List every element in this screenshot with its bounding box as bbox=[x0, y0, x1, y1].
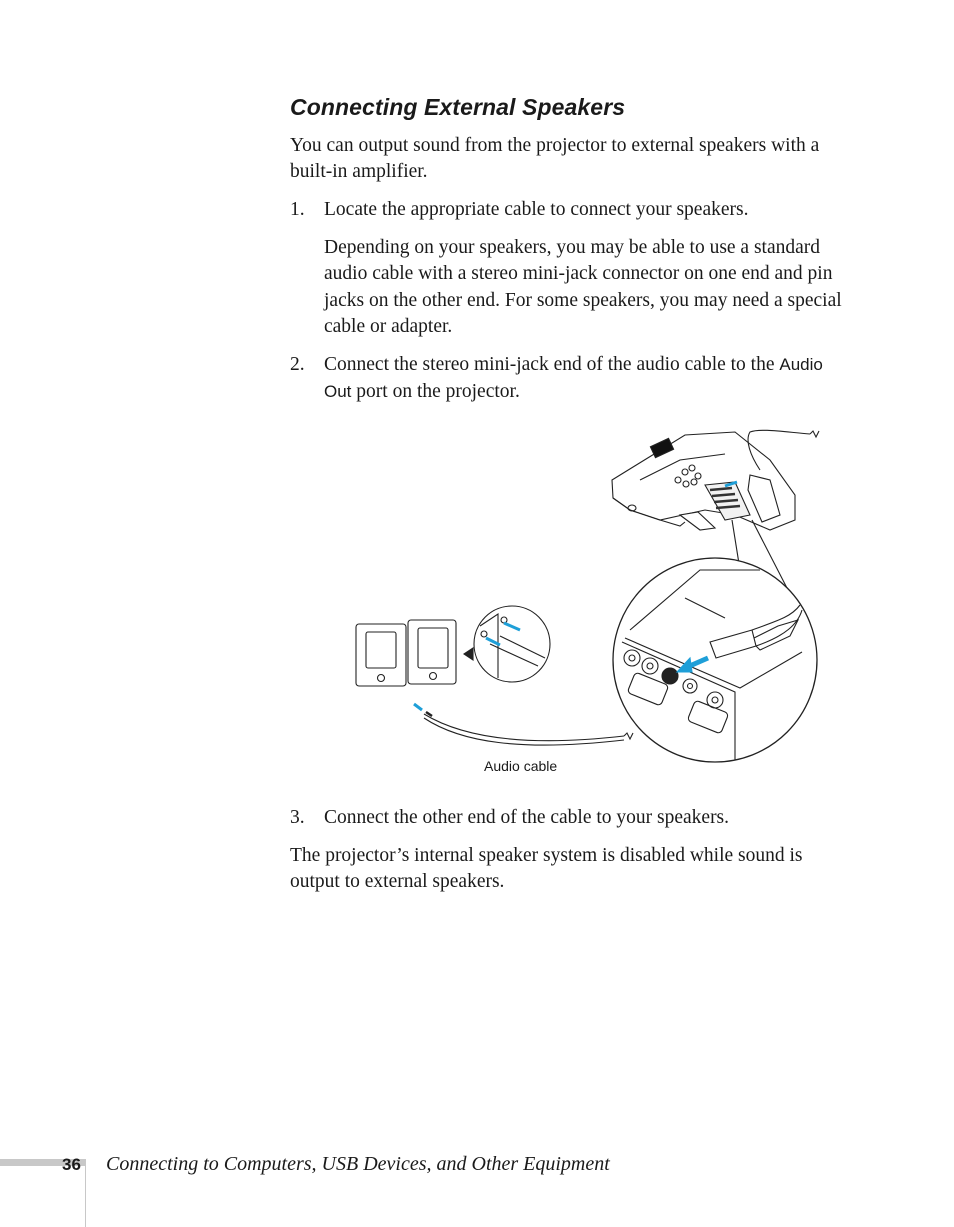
page-number: 36 bbox=[62, 1155, 81, 1174]
running-title: Connecting to Computers, USB Devices, and Other Equipment bbox=[106, 1153, 610, 1175]
step-1-detail-line: Depending on your speakers, you may be able to use a standard bbox=[324, 237, 821, 258]
intro-line-1: You can output sound from the projector to external speakers with a bbox=[290, 135, 820, 156]
step-2-line-2 bbox=[324, 379, 520, 406]
step-1-text: Locate the appropriate cable to connect your speakers. bbox=[324, 199, 749, 220]
speakers-illustration bbox=[356, 620, 473, 686]
step-1-detail-line: audio cable with a stereo mini-jack connector on one end and pin bbox=[324, 263, 833, 284]
step-3-text: Connect the other end of the cable to your speakers. bbox=[324, 807, 730, 828]
figure-caption: Audio cable bbox=[484, 758, 558, 774]
closing-line-1: The projector’s internal speaker system is disabled while sound is bbox=[290, 845, 803, 866]
step-1-detail-line: cable or adapter. bbox=[324, 316, 453, 337]
out-port-label-word: Out bbox=[324, 382, 352, 401]
speaker-input-closeup bbox=[474, 606, 550, 682]
step-2-text-part: Connect the stereo mini-jack end of the audio cable to the bbox=[324, 354, 780, 375]
closing-line-2: output to external speakers. bbox=[290, 871, 505, 892]
step-1-number: 1. bbox=[290, 199, 305, 220]
audio-port-label-word: Audio bbox=[779, 355, 823, 374]
intro-line-2: built-in amplifier. bbox=[290, 161, 428, 182]
step-3-number: 3. bbox=[290, 807, 305, 828]
projector-illustration bbox=[612, 430, 819, 530]
audio-cable-illustration bbox=[414, 704, 633, 745]
audio-out-port-closeup bbox=[613, 558, 817, 762]
footer-divider bbox=[85, 1159, 86, 1227]
step-2-line-1 bbox=[324, 352, 823, 379]
step-2-text-part: port on the projector. bbox=[351, 381, 520, 402]
step-1-detail-line: jacks on the other end. For some speakers, you may need a special bbox=[324, 290, 842, 311]
step-2-number: 2. bbox=[290, 354, 305, 375]
section-heading: Connecting External Speakers bbox=[290, 94, 626, 120]
speaker-connection-illustration bbox=[340, 420, 830, 790]
